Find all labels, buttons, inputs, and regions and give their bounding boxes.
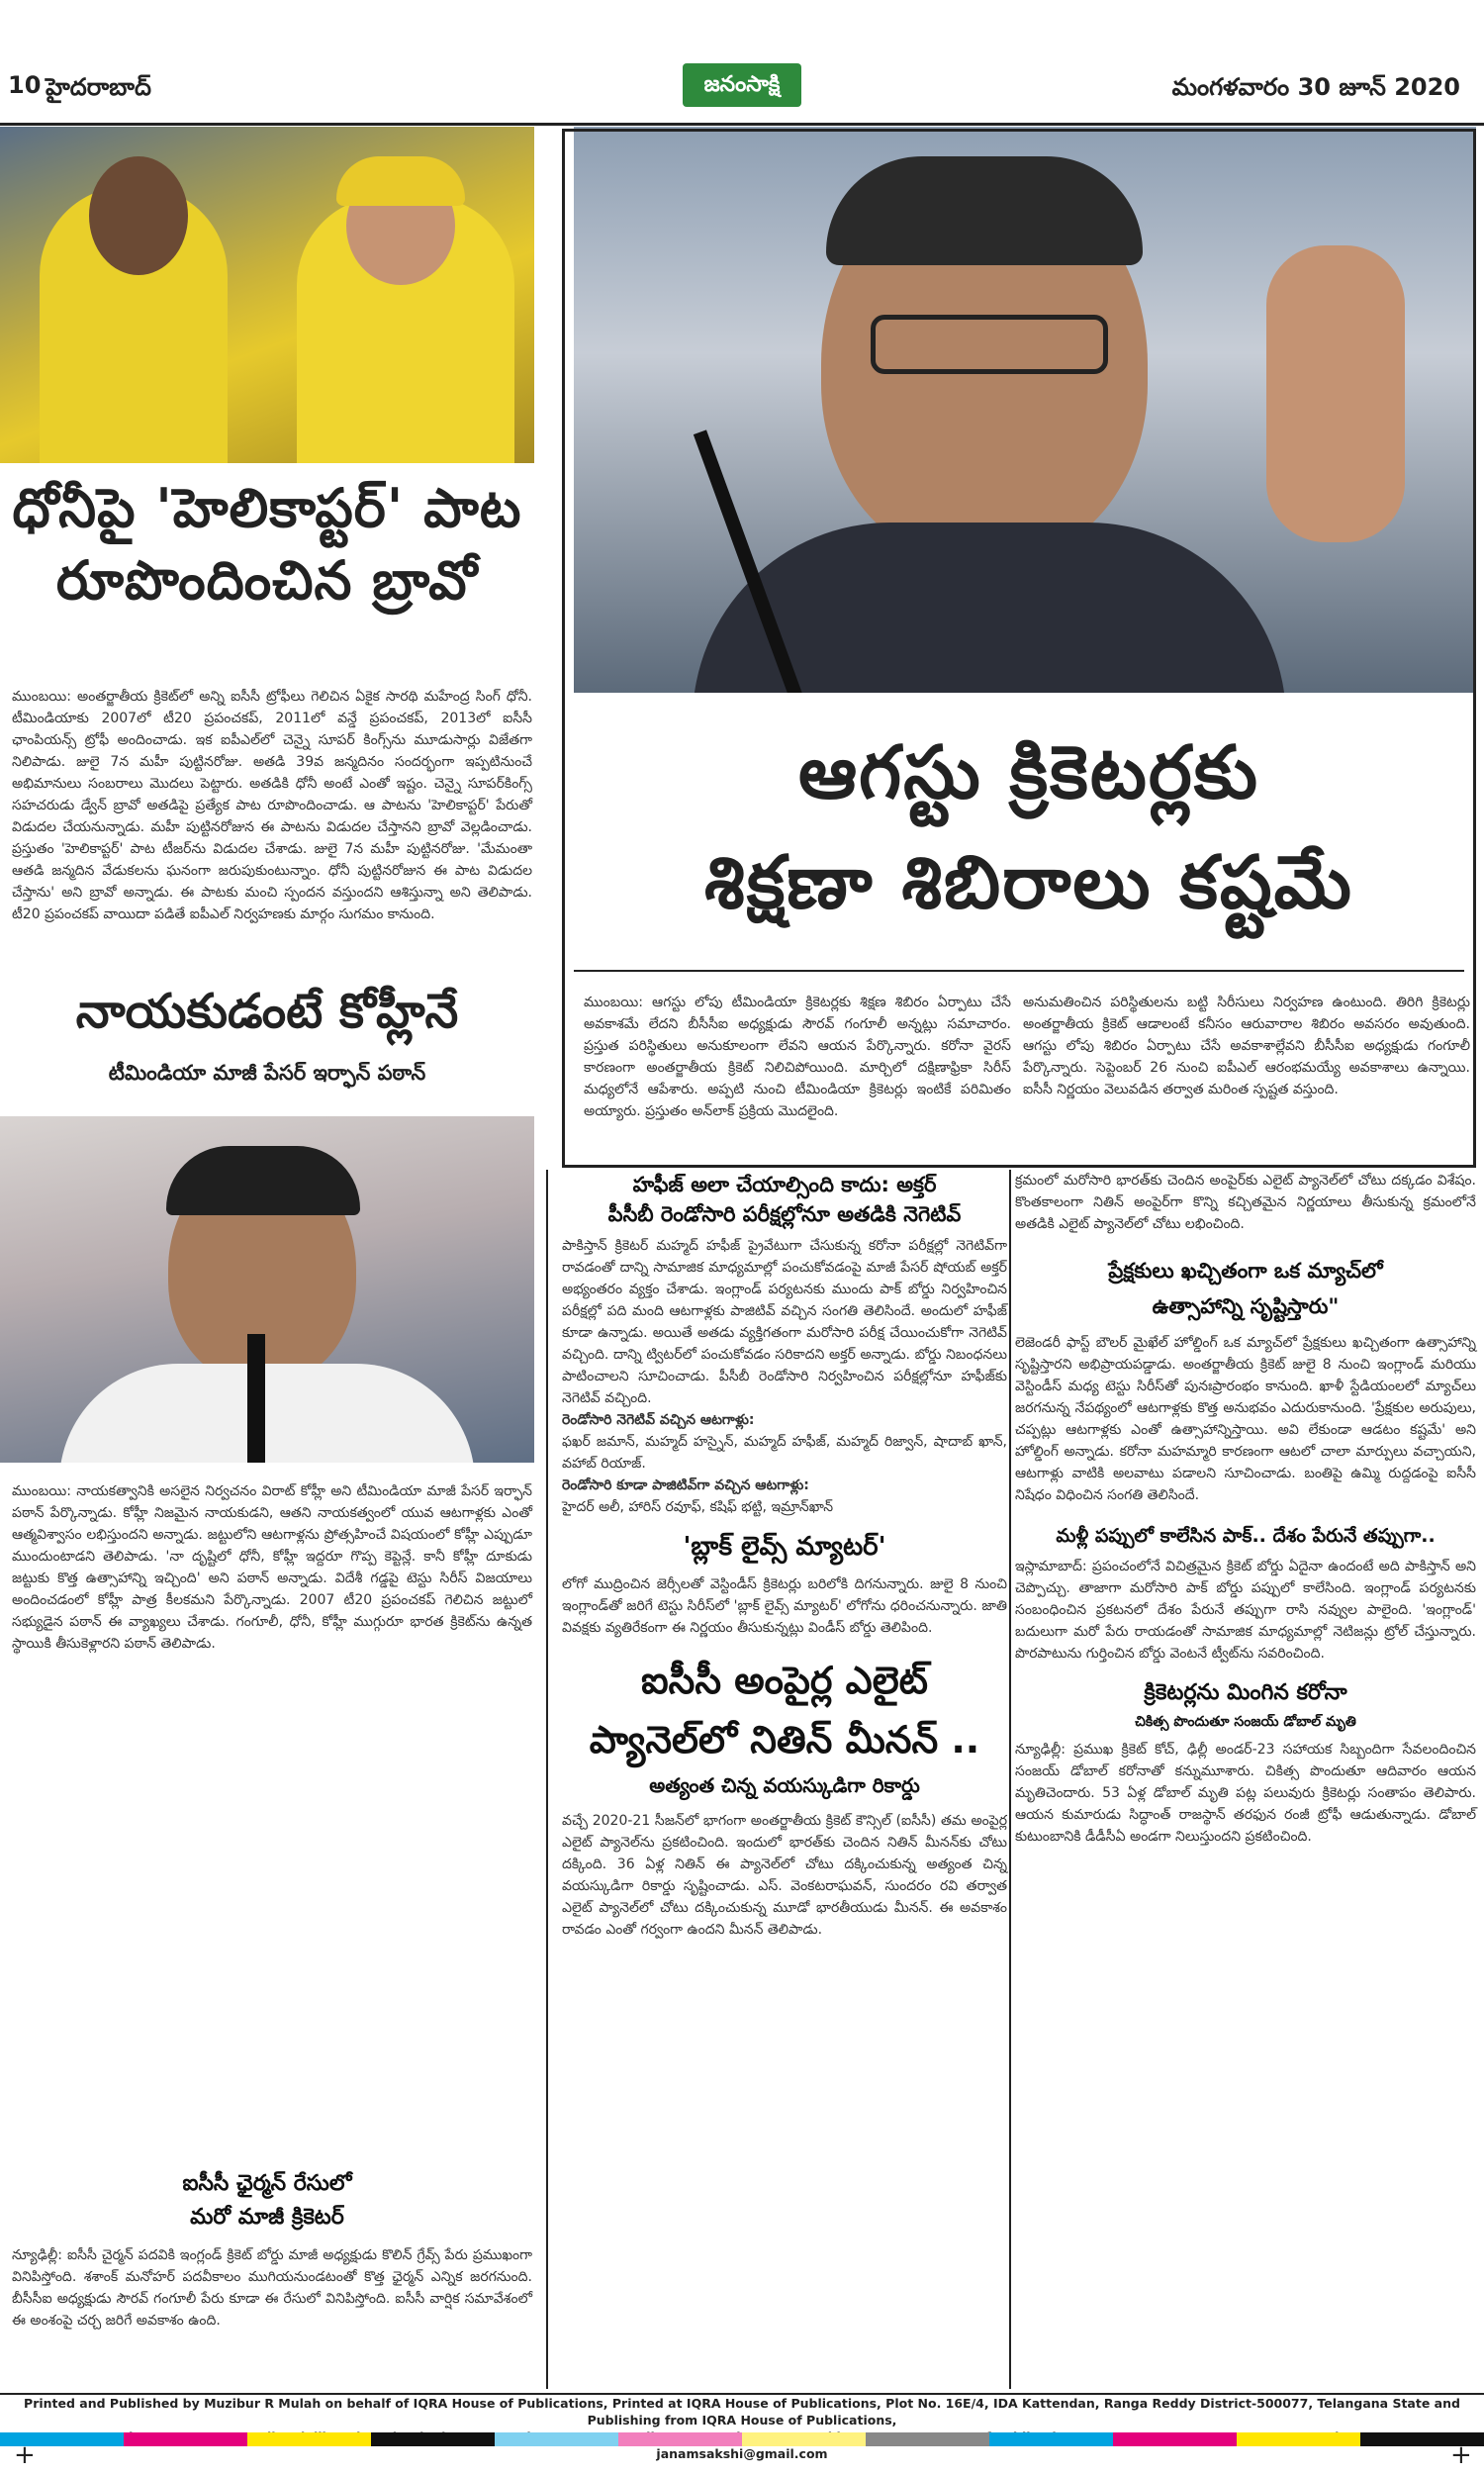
main-story-body-left: ముంబయి: ఆగస్టు లోపు టీమిండియా క్రికెటర్లకు శిక్షణ శిబిరం ఏర్పాటు చేసే అవకాశమే లేదని బీసీసీఐ అధ్యక్షుడు సౌరవ్‌ గంగూలీ అన్నట్లు సమాచారం. ప్రస్తుత పరిస్థితులు అనుకూలంగా లేవని ఆయన పేర్కొన్నారు. కరోనా వైరస్‌ కారణంగా అంతర్జాతీయ క్రికెట్‌ నిలిచిపోయింది. మార్చిలో దక్షిణాఫ్రికా సిరీస్‌ మధ్యలోనే ఆపేశారు. అప్పటి నుంచి టీమిండియా క్రికెటర్లు ఇంటికే పరిమితం అయ్యారు. ప్రస్తుతం అన్‌లాక్‌ ప్రక్రియ మొదలైంది. xyxy=(584,995,1011,1119)
hafeez-list-label-2: రెండోసారి కూడా పాజిటివ్‌గా వచ్చిన ఆటగాళ్లు: xyxy=(562,1477,809,1493)
umpire-subhead: అత్యంత చిన్న వయస్కుడిగా రికార్డు xyxy=(649,1773,920,1797)
holding-headline-line2: ఉత్సాహాన్ని సృష్టిస్తారు" xyxy=(1152,1294,1340,1318)
umpire-body: వచ్చే 2020-21 సీజన్‌లో భాగంగా అంతర్జాతీయ క్రికెట్‌ కౌన్సిల్‌ (ఐసీసీ) తమ అంపైర్ల ఎలైట్‌ ప్యానెల్‌ను ప్రకటించింది. ఇందులో భారత్‌కు చెందిన నితిన్‌ మీనన్‌కు చోటు దక్కింది. 36 ఏళ్ల నితిన్‌ ఈ ప్యానెల్‌లో చోటు దక్కించుకున్న అత్యంత చిన్న వయస్కుడిగా రికార్డు సృష్టించాడు. ఎస్‌. వెంకటరాఘవన్‌, సుందరం రవి తర్వాత ఎలైట్‌ ప్యానెల్‌లో చోటు దక్కించుకున్న మూడో భారతీయుడు మీనన్‌. ఈ అవకాశం రావడం ఎంతో గర్వంగా ఉందని మీనన్‌ తెలిపాడు. xyxy=(562,1813,1007,1938)
story1-headline-line1: ధోనీపై 'హెలికాప్టర్' పాట xyxy=(12,477,522,539)
story1-body: ముంబయి: అంతర్జాతీయ క్రికెట్‌లో అన్ని ఐసీసీ ట్రోఫీలు గెలిచిన ఏకైక సారథి మహేంద్ర సింగ్ ధోనీ. టీమిండియాకు 2007లో టీ20 ప్రపంచకప్‌, 2011లో వన్డే ప్రపంచకప్‌, 2013లో ఐసీసీ ఛాంపియన్స్‌ ట్రోఫీ అందించాడు. ఇక ఐపీఎల్‌లో చెన్నై సూపర్‌ కింగ్స్‌ను మూడుసార్లు విజేతగా నిలిపాడు. జులై 7న మహీ పుట్టినరోజు. అతడి 39వ జన్మదినం సందర్భంగా ఇప్పటినుంచే అభిమానులు సంబరాలు మొదలు పెట్టారు. అతడికి ధోనీ అంటే ఎంతో ఇష్టం. చెన్నై సూపర్‌కింగ్స్‌ సహచరుడు డ్వేన్‌ బ్రావో అతడిపై ప్రత్యేక పాట రూపొందించాడు. ఆ పాటను 'హెలికాప్టర్‌' పేరుతో విడుదల చేయనున్నాడు. మహీ పుట్టినరోజున ఈ పాటను విడుదల చేస్తానని బ్రావో వెల్లడించాడు. ప్రస్తుతం 'హెలికాప్టర్‌' పాట టీజర్‌ను విడుదల చేశాడు. జులై 7న మహీ పుట్టినరోజు. 'మేమంతా ఆతడి జన్మదిన వేడుకలను ఘనంగా జరుపుకుంటున్నాం. ధోనీ పుట్టినరోజున ఈ పాట విడుదల చేస్తాను' అని బ్రావో అన్నాడు. ఈ పాటకు మంచి స్పందన వస్తుందని ఆశిస్తున్నా అని తెలిపాడు. టీ20 ప్రపంచకప్‌ వాయిదా పడితే ఐపీఎల్‌ నిర్వహణకు మార్గం సుగమం కానుంది. xyxy=(12,689,532,922)
pak-headline: మళ్లీ పప్పులో కాలేసిన పాక్.. దేశం పేరునే తప్పుగా.. xyxy=(1056,1525,1436,1547)
holding-headline-line1: ప్రేక్షకులు ఖచ్చితంగా ఒక మ్యాచ్‌లో xyxy=(1108,1259,1383,1283)
shirt-shape xyxy=(59,1364,475,1463)
umpire-headline-line1: ఐసీసీ అంపైర్ల ఎలైట్ xyxy=(641,1659,928,1702)
imprint-line1: Printed and Published by Muzibur R Mulah on behalf of IQRA House of Publications, Printed at IQRA House of Publications, Plot No. 16E/4, IDA Kattendan, Ranga Reddy District-500077, Telangana State and Publishing from IQRA House of Publications, xyxy=(24,2396,1460,2427)
edition-date: మంగళవారం 30 జూన్ 2020 xyxy=(1171,73,1460,101)
story3-subhead: టీమిండియా మాజీ పేసర్ ఇర్ఫాన్ పఠాన్ xyxy=(108,1061,426,1085)
hair-shape xyxy=(166,1146,360,1215)
story3-headline: నాయకుడంటే కోహ్లీనే xyxy=(75,984,459,1039)
cap-shape xyxy=(336,156,465,206)
umpire-headline xyxy=(562,1651,1007,1769)
blm-headline: 'బ్లాక్ లైవ్స్ మ్యాటర్' xyxy=(683,1532,886,1562)
column-divider-right xyxy=(1009,1170,1011,2389)
imprint-line2: janamsakshi@gmail.com xyxy=(656,2446,828,2461)
player-left-head xyxy=(89,156,188,275)
story1-headline xyxy=(10,473,524,618)
blm-body: లోగో ముద్రించిన జెర్సీలతో వెస్టిండీస్‌ క్రికెటర్లు బరిలోకి దిగనున్నారు. జులై 8 నుంచి ఇంగ్లాండ్‌తో జరిగే టెస్టు సిరీస్‌లో 'బ్లాక్‌ లైవ్స్‌ మ్యాటర్‌' లోగోను ధరించనున్నారు. జాతి వివక్షకు వ్యతిరేకంగా ఈ నిర్ణయం తీసుకున్నట్లు విండీస్‌ బోర్డు తెలిపింది. xyxy=(562,1576,1007,1636)
story1-headline-line2: రూపొందించిన బ్రావో xyxy=(55,548,479,612)
umpire-headline-line2: ప్యానెల్‌లో నితిన్ మీనన్ .. xyxy=(589,1718,980,1761)
imprint-footer xyxy=(0,2393,1484,2461)
column-divider xyxy=(546,1170,548,2389)
pak-body: ఇస్లామాబాద్‌: ప్రపంచంలోనే విచిత్రమైన క్రికెట్‌ బోర్డు ఏదైనా ఉందంటే అది పాకిస్తాన్‌ అని చెప్పొచ్చు. తాజాగా మరోసారి పాక్‌ బోర్డు పప్పులో కాలేసింది. ఇంగ్లాండ్‌ పర్యటనకు సంబంధించిన ప్రకటనలో దేశం పేరునే తప్పుగా రాసి నవ్వుల పాలైంది. 'ఇంగ్లాండ్‌' బదులుగా మరో పేరు రాయడంతో సామాజిక మాధ్యమాల్లో నెటిజన్లు ట్రోల్‌ చేస్తున్నారు. పొరపాటును గుర్తించిన బోర్డు వెంటనే ట్వీట్‌ను సవరించింది. xyxy=(1015,1559,1476,1662)
corona-headline: క్రికెటర్లను మింగిన కరోనా xyxy=(1144,1680,1347,1705)
pathan-photo xyxy=(0,1116,534,1463)
story4-body: న్యూఢిల్లీ: ఐసీసీ చైర్మన్‌ పదవికి ఇంగ్లండ్‌ క్రికెట్‌ బోర్డు మాజీ అధ్యక్షుడు కొలిన్‌ గ్రేవ్స్‌ పేరు ప్రముఖంగా వినిపిస్తోంది. శశాంక్‌ మనోహర్‌ పదవీకాలం ముగియనుండటంతో కొత్త ఛైర్మన్‌ ఎన్నిక జరగనుంది. బీసీసీఐ అధ్యక్షుడు సౌరవ్‌ గంగూలీ పేరు కూడా ఈ రేసులో వినిపిస్తోంది. ఐసీసీ వార్షిక సమావేశంలో ఈ అంశంపై చర్చ జరిగే అవకాశం ఉంది. xyxy=(12,2247,532,2329)
main-story-body-right: అనుమతించిన పరిస్థితులను బట్టి సిరీసులు నిర్వహణ ఉంటుంది. తిరిగి క్రికెటర్లు అంతర్జాతీయ క్రికెట్‌ ఆడాలంటే కనీసం ఆరువారాల శిబిరం అవసరం అవుతుంది. ఆగస్టు లోపు శిబిరం ఏర్పాటు చేసే అవకాశాల్లేవని బీసీసీఐ అధ్యక్షుడు గంగూలీ పేర్కొన్నారు. సెప్టెంబర్‌ 26 నుంచి ఐపీఎల్‌ ఆరంభమయ్యే అవకాశాలు ఉన్నాయి. ఐసీసీ నిర్ణయం వెలువడిన తర్వాత మరింత స్పష్టత వస్తుంది. xyxy=(1023,995,1470,1097)
print-color-bar xyxy=(0,2432,1484,2446)
middle-column xyxy=(562,1170,1007,1941)
story4-headline xyxy=(10,2167,524,2235)
divider xyxy=(574,970,1464,972)
story4-headline-line1: ఐసీసీ ఛైర్మన్ రేసులో xyxy=(182,2171,352,2196)
hafeez-headline-line2: పీసీబీ రెండోసారి పరీక్షల్లోనూ అతడికి నెగెటివ్ xyxy=(607,1202,962,1226)
main-headline-line2: శిక్షణా శిబిరాలు కష్టమే xyxy=(704,840,1353,925)
main-headline xyxy=(584,718,1474,938)
page-number: 10 xyxy=(8,71,42,99)
hafeez-list-2: హైదర్ అలీ, హారిస్ రవూఫ్, కషిఫ్ భట్టి, ఇమ్రాన్‌ఖాన్ xyxy=(562,1499,834,1515)
hafeez-headline-line1: హఫీజ్ అలా చేయాల్సింది కాదు: అక్తర్ xyxy=(632,1173,937,1196)
hafeez-headline xyxy=(562,1170,1007,1229)
hafeez-body: పాకిస్తాన్‌ క్రికెటర్‌ మహ్మద్‌ హఫీజ్‌ ప్రైవేటుగా చేసుకున్న కరోనా పరీక్షల్లో నెగెటివ్‌గా రావడంతో దాన్ని సామాజిక మాధ్యమాల్లో పంచుకోవడంపై మాజీ పేసర్‌ షోయబ్‌ అక్తర్‌ అభ్యంతరం వ్యక్తం చేశాడు. ఇంగ్లాండ్‌ పర్యటనకు ముందు పాక్‌ బోర్డు నిర్వహించిన పరీక్షల్లో పది మంది ఆటగాళ్లకు పాజిటివ్‌ వచ్చిన సంగతి తెలిసిందే. అందులో హఫీజ్‌ కూడా ఉన్నాడు. అయితే అతడు వ్యక్తిగతంగా మరోసారి పరీక్ష చేయించుకోగా నెగెటివ్‌ వచ్చింది. దాన్ని ట్విటర్‌లో పంచుకోవడం సరికాదని అక్తర్‌ అన్నాడు. బోర్డు నిబంధనలు పాటించాలని సూచించాడు. పీసీబీ రెండోసారి నిర్వహించిన పరీక్షల్లోనూ హఫీజ్‌కు నెగెటివ్‌ వచ్చింది. xyxy=(562,1238,1007,1406)
holding-body: లెజెండరీ ఫాస్ట్‌ బౌలర్‌ మైఖేల్‌ హోల్డింగ్‌ ఒక మ్యాచ్‌లో ప్రేక్షకులు ఖచ్చితంగా ఉత్సాహాన్ని సృష్టిస్తారని అభిప్రాయపడ్డాడు. అంతర్జాతీయ క్రికెట్‌ జులై 8 నుంచి ఇంగ్లాండ్‌ మరియు వెస్టిండీస్‌ మధ్య టెస్టు సిరీస్‌తో పునఃప్రారంభం కానుంది. ఖాళీ స్టేడియంలలో మ్యాచ్‌లు జరగనున్న నేపథ్యంలో ఆటగాళ్లకు కొత్త అనుభవం ఎదురుకానుంది. 'ప్రేక్షకుల అరుపులు, చప్పట్లు ఆటగాళ్లకు ఎంతో ఉత్సాహాన్నిస్తాయి. అవి లేకుండా ఆడటం కష్టమే' అని హోల్డింగ్‌ అన్నాడు. కరోనా మహమ్మారి కారణంగా ఆటలో చాలా మార్పులు వచ్చాయని, ఆటగాళ్లు వాటికి అలవాటు పడాలని సూచించాడు. బంతిపై ఉమ్మి రుద్దడంపై ఐసీసీ నిషేధం విధించిన సంగతి తెలిసిందే. xyxy=(1015,1335,1476,1503)
registration-mark-left: + xyxy=(14,2440,36,2470)
corona-body: న్యూఢిల్లీ: ప్రముఖ క్రికెట్‌ కోచ్‌, ఢిల్లీ అండర్‌-23 సహాయక సిబ్బందిగా సేవలందించిన సంజయ్‌ డోబాల్‌ కరోనాతో కన్నుమూశారు. చికిత్స పొందుతూ ఆదివారం ఆయన మృతిచెందారు. 53 ఏళ్ల డోబాల్‌ మృతి పట్ల పలువురు క్రికెటర్లు సంతాపం తెలిపారు. ఆయన కుమారుడు సిద్ధాంత్‌ రాజస్థాన్‌ తరఫున రంజీ ట్రోఫీ ఆడుతున్నాడు. డోబాల్‌ కుటుంబానికి డీడీసీఏ అండగా నిలుస్తుందని ప్రకటించింది. xyxy=(1015,1742,1476,1845)
hafeez-list-1: ఫఖర్ జమాన్, మహ్మద్ హస్నైన్, మహ్మద్ హఫీజ్, మహ్మద్ రిజ్వాన్, షాదాబ్ ఖాన్, వహాబ్ రియాజ్. xyxy=(562,1434,1007,1472)
right-column xyxy=(1015,1170,1476,1848)
holding-headline xyxy=(1015,1253,1476,1324)
hafeez-list-label: రెండోసారి నెగెటివ్ వచ్చిన ఆటగాళ్లు: xyxy=(562,1412,755,1428)
bravo-dhoni-photo xyxy=(0,127,534,463)
newspaper-logo: జనంసాక్షి xyxy=(683,63,801,107)
story4-headline-line2: మరో మాజీ క్రికెటర్ xyxy=(190,2205,344,2230)
registration-mark-right: + xyxy=(1450,2440,1472,2470)
edition-city: హైదరాబాద్ xyxy=(46,73,151,101)
microphone-shape xyxy=(247,1334,265,1463)
story3-body: ముంబయి: నాయకత్వానికి అసలైన నిర్వచనం విరాట్‌ కోహ్లీ అని టీమిండియా మాజీ పేసర్‌ ఇర్ఫాన్‌ పఠాన్‌ పేర్కొన్నాడు. కోహ్లీ నిజమైన నాయకుడని, ఆతని నాయకత్వంలో యువ ఆటగాళ్లకు ఎంతో ఆత్మవిశ్వాసం లభిస్తుందని అన్నాడు. జట్టులోని ఆటగాళ్లను ప్రోత్సహించే విషయంలో కోహ్లీ ఎప్పుడూ ముందుంటాడని తెలిపాడు. 'నా దృష్టిలో ధోనీ, కోహ్లీ ఇద్దరూ గొప్ప కెప్టెన్లే. కానీ కోహ్లీ దూకుడు జట్టుకు కొత్త ఉత్సాహాన్ని ఇచ్చింది' అని పఠాన్‌ అన్నాడు. విదేశీ గడ్డపై టెస్టు సిరీస్‌ విజయాలు అందించడంలో కోహ్లీ పాత్ర కీలకమని పేర్కొన్నాడు. 2007 టీ20 ప్రపంచకప్‌ గెలిచిన జట్టులో సభ్యుడైన పఠాన్‌ ఈ వ్యాఖ్యలు చేశాడు. గంగూలీ, ధోనీ, కోహ్లీ ముగ్గురూ భారత క్రికెట్‌ను ఉన్నత స్థాయికి తీసుకెళ్లారని పఠాన్‌ తెలిపాడు. xyxy=(12,1483,532,1652)
umpire-continued-body: క్రమంలో మరోసారి భారత్‌కు చెందిన అంపైర్‌కు ఎలైట్‌ ప్యానెల్‌లో చోటు దక్కడం విశేషం. కొంతకాలంగా నితిన్‌ అంపైర్‌గా కొన్ని కచ్చితమైన నిర్ణయాలు తీసుకున్న క్రమంలోనే అతడికి ఎలైట్‌ ప్యానెల్‌లో చోటు లభించింది. xyxy=(1015,1173,1476,1232)
main-headline-line1: ఆగస్టు క్రికెటర్లకు xyxy=(797,730,1259,815)
corona-subhead: చికిత్స పొందుతూ సంజయ్ డోబాల్ మృతి xyxy=(1135,1714,1356,1730)
